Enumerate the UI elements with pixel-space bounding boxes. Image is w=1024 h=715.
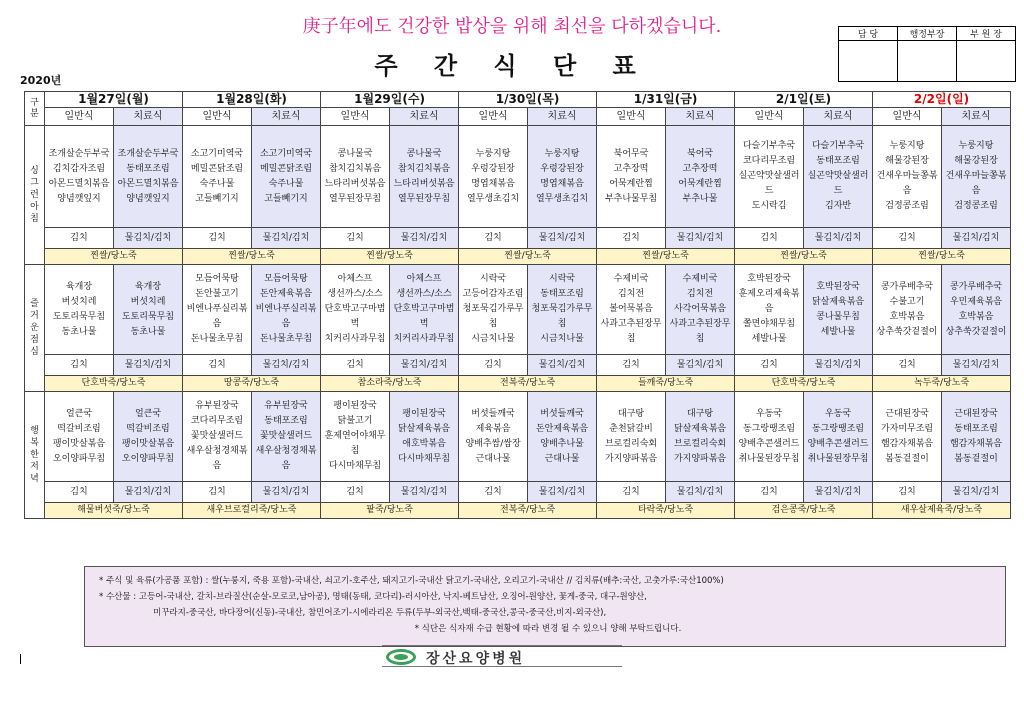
note-line-2: * 수산물 : 고등어-국내산, 갈치-브라질산(순살-모로코,남아공), 명태(동태, 코다리)-러시아산, 낙지-베트남산, 오징어-원양산, 꽃게-중국, 대구-원양산,: [99, 592, 647, 602]
kimchi-therapy-1-6: 물김치/김치: [804, 228, 873, 249]
dish-1-3-g: 콩나물국 참치김치볶음 느타리버섯볶음 열무된장무침: [321, 126, 390, 228]
day-date-7: 2/2일(일): [873, 92, 1011, 108]
dish-2-1-g: 육개장 버섯치레 도토리묵무침 동초나물: [45, 265, 114, 355]
kimchi-therapy-1-7: 물김치/김치: [942, 228, 1011, 249]
approval-header-1: 담 당: [839, 27, 898, 41]
snack-2-1: 단호박죽/당노죽: [45, 376, 183, 392]
type-therapy-5: 치료식: [666, 108, 735, 126]
dish-3-5-g: 대구탕 춘천닭갈비 브로컬리숙회 가지양파볶음: [597, 392, 666, 482]
dish-3-7-t: 근대된장국 동태포조림 햄감자채볶음 봄동겉절이: [942, 392, 1011, 482]
day-date-4: 1/30일(목): [459, 92, 597, 108]
dish-2-3-g: 아체스프 생선까스/소스 단호박고구마범벅 치커리사과무침: [321, 265, 390, 355]
dish-2-2-t: 모듬어묵탕 돈안제육볶음 비엔나푸실리볶음 돈나물초무침: [252, 265, 321, 355]
type-general-3: 일반식: [321, 108, 390, 126]
kimchi-general-3-1: 김치: [45, 482, 114, 503]
approval-header-3: 부 원 장: [957, 27, 1016, 41]
dish-1-6-t: 다슬기부추국 동태포조림 실곤약맛살샐러드 김자반: [804, 126, 873, 228]
kimchi-general-1-7: 김치: [873, 228, 942, 249]
day-date-6: 2/1일(토): [735, 92, 873, 108]
dish-3-6-t: 우동국 동그랑땡조림 양배추콘샐러드 취나물된장무침: [804, 392, 873, 482]
snack-1-2: 찐쌀/당노죽: [183, 249, 321, 265]
page-title: 주 간 식 단 표: [374, 52, 650, 80]
type-therapy-2: 치료식: [252, 108, 321, 126]
kimchi-general-1-2: 김치: [183, 228, 252, 249]
kimchi-general-2-4: 김치: [459, 355, 528, 376]
kimchi-general-1-1: 김치: [45, 228, 114, 249]
kimchi-therapy-1-1: 물김치/김치: [114, 228, 183, 249]
kimchi-therapy-2-5: 물김치/김치: [666, 355, 735, 376]
kimchi-therapy-3-4: 물김치/김치: [528, 482, 597, 503]
snack-1-3: 찐쌀/당노죽: [321, 249, 459, 265]
snack-2-3: 참소라죽/당노죽: [321, 376, 459, 392]
kimchi-therapy-1-5: 물김치/김치: [666, 228, 735, 249]
dish-1-7-t: 누룽지탕 해물강된장 건새우마늘쫑볶음 검정콩조림: [942, 126, 1011, 228]
kimchi-general-1-6: 김치: [735, 228, 804, 249]
dish-1-2-g: 소고기미역국 메밀콘닭조림 숙주나물 고들빼기지: [183, 126, 252, 228]
snack-3-2: 새우브로컬리죽/당노죽: [183, 503, 321, 519]
kimchi-general-3-2: 김치: [183, 482, 252, 503]
kimchi-therapy-1-4: 물김치/김치: [528, 228, 597, 249]
dish-2-1-t: 육개장 버섯치레 도토리묵무침 동초나물: [114, 265, 183, 355]
type-therapy-7: 치료식: [942, 108, 1011, 126]
snack-2-7: 녹두죽/당노죽: [873, 376, 1011, 392]
dish-1-3-t: 콩나물국 참치김치볶음 느타리버섯볶음 열무된장무침: [390, 126, 459, 228]
approval-sign-1: [839, 41, 898, 82]
dish-2-7-g: 콩가루배추국 수불고기 호박볶음 상추쑥갓겉절이: [873, 265, 942, 355]
kimchi-therapy-2-2: 물김치/김치: [252, 355, 321, 376]
kimchi-therapy-1-2: 물김치/김치: [252, 228, 321, 249]
type-general-5: 일반식: [597, 108, 666, 126]
kimchi-therapy-3-7: 물김치/김치: [942, 482, 1011, 503]
dish-2-5-t: 수제비국 김치전 사각어묵볶음 사과고추된장무침: [666, 265, 735, 355]
dish-3-4-g: 버섯들깨국 제육볶음 양배추쌈/쌈장 근대나물: [459, 392, 528, 482]
dish-2-6-g: 호박된장국 훈제오리제육볶음 쫄면야채무침 세발나물: [735, 265, 804, 355]
day-date-2: 1월28일(화): [183, 92, 321, 108]
kimchi-therapy-3-5: 물김치/김치: [666, 482, 735, 503]
kimchi-therapy-2-6: 물김치/김치: [804, 355, 873, 376]
dish-2-7-t: 콩가루배추국 우민제육볶음 호박볶음 상추쑥갓겉절이: [942, 265, 1011, 355]
snack-1-7: 찐쌀/당노죽: [873, 249, 1011, 265]
weekly-menu-table: [24, 91, 1011, 519]
type-therapy-1: 치료식: [114, 108, 183, 126]
snack-1-4: 찐쌀/당노죽: [459, 249, 597, 265]
dish-3-5-t: 대구탕 닭살제육볶음 브로컬리숙회 가지양파볶음: [666, 392, 735, 482]
kimchi-therapy-3-3: 물김치/김치: [390, 482, 459, 503]
kimchi-general-3-4: 김치: [459, 482, 528, 503]
note-line-1: * 주식 및 육류(가공품 포함) : 쌀(누룽지, 죽용 포함)-국내산, 쇠고기-호주산, 돼지고기-국내산 닭고기-국내산, 오리고기-국내산 // 김치류(배추:국산, 고춧가루:국산100%): [99, 576, 724, 586]
dish-2-3-t: 아체스프 생선까스/소스 단호박고구마범벅 치커리사과무침: [390, 265, 459, 355]
note-line-3: 미꾸라지-중국산, 바다장어(신동)-국내산, 참민어조기-시에라리온 두류(두부-외국산,백태-중국산,콩국-중국산,비지-외국산),: [153, 608, 607, 618]
dish-1-7-g: 누룽지탕 해물강된장 건새우마늘쫑볶음 검정콩조림: [873, 126, 942, 228]
type-therapy-3: 치료식: [390, 108, 459, 126]
note-line-4: * 식단은 식자재 수급 현황에 따라 변경 될 수 있으니 양해 부탁드립니다.: [414, 624, 682, 634]
kimchi-therapy-3-2: 물김치/김치: [252, 482, 321, 503]
dish-2-6-t: 호박된장국 닭살제육볶음 콩나물무침 세발나물: [804, 265, 873, 355]
kimchi-general-2-3: 김치: [321, 355, 390, 376]
dish-1-5-g: 북어무국 고추장떡 어묵계란찜 부추나물무침: [597, 126, 666, 228]
kimchi-therapy-2-3: 물김치/김치: [390, 355, 459, 376]
dish-1-2-t: 소고기미역국 메밀콘닭조림 숙주나물 고들빼기지: [252, 126, 321, 228]
meal-label-1: 싱그런아침: [25, 126, 45, 265]
hospital-name: 장산요양병원: [426, 651, 526, 667]
dish-1-5-t: 북어국 고추장떡 어묵계란찜 부추나물: [666, 126, 735, 228]
text-cursor: [20, 654, 21, 664]
snack-2-4: 전복죽/당노죽: [459, 376, 597, 392]
kimchi-general-3-3: 김치: [321, 482, 390, 503]
snack-1-6: 찐쌀/당노죽: [735, 249, 873, 265]
snack-3-6: 검은콩죽/당노죽: [735, 503, 873, 519]
snack-1-5: 찐쌀/당노죽: [597, 249, 735, 265]
type-general-6: 일반식: [735, 108, 804, 126]
snack-1-1: 찐쌀/당노죽: [45, 249, 183, 265]
day-date-5: 1/31일(금): [597, 92, 735, 108]
kimchi-therapy-2-1: 물김치/김치: [114, 355, 183, 376]
gubun-label: 구 분: [25, 92, 45, 126]
notes-box: [84, 566, 1006, 647]
approval-box: [838, 26, 1016, 82]
hospital-footer: [382, 645, 622, 667]
dish-2-5-g: 수제비국 김치전 볼어묵볶음 사과고추된장무침: [597, 265, 666, 355]
kimchi-general-1-5: 김치: [597, 228, 666, 249]
kimchi-therapy-1-3: 물김치/김치: [390, 228, 459, 249]
dish-2-2-g: 모듬어묵탕 돈안불고기 비엔나푸실리볶음 돈나물초무침: [183, 265, 252, 355]
hospital-logo-icon: [386, 649, 416, 665]
type-general-7: 일반식: [873, 108, 942, 126]
type-therapy-4: 치료식: [528, 108, 597, 126]
type-general-4: 일반식: [459, 108, 528, 126]
dish-1-6-g: 다슬기부추국 코다리무조림 실곤약맛살샐러드 도시락김: [735, 126, 804, 228]
kimchi-general-2-1: 김치: [45, 355, 114, 376]
kimchi-general-1-3: 김치: [321, 228, 390, 249]
dish-1-4-g: 누룽지탕 우렁강된장 명엽채볶음 열무생초김치: [459, 126, 528, 228]
kimchi-general-2-5: 김치: [597, 355, 666, 376]
dish-2-4-g: 시락국 고등어감자조림 청포묵김가루무침 시금치나물: [459, 265, 528, 355]
kimchi-general-2-6: 김치: [735, 355, 804, 376]
kimchi-general-3-5: 김치: [597, 482, 666, 503]
type-therapy-6: 치료식: [804, 108, 873, 126]
snack-2-6: 단호박죽/당노죽: [735, 376, 873, 392]
snack-3-5: 타락죽/당노죽: [597, 503, 735, 519]
year-label: 2020년: [20, 74, 62, 87]
type-general-2: 일반식: [183, 108, 252, 126]
type-general-1: 일반식: [45, 108, 114, 126]
dish-3-7-g: 근대된장국 가자미무조림 햄감자채볶음 봄동겉절이: [873, 392, 942, 482]
kimchi-therapy-2-7: 물김치/김치: [942, 355, 1011, 376]
dish-3-6-g: 우동국 동그랑땡조림 양배추콘샐러드 취나물된장무침: [735, 392, 804, 482]
snack-2-5: 들깨죽/당노죽: [597, 376, 735, 392]
snack-3-4: 전복죽/당노죽: [459, 503, 597, 519]
kimchi-therapy-2-4: 물김치/김치: [528, 355, 597, 376]
kimchi-general-1-4: 김치: [459, 228, 528, 249]
approval-sign-2: [898, 41, 957, 82]
kimchi-general-2-2: 김치: [183, 355, 252, 376]
dish-2-4-t: 시락국 동태포조림 청포묵김가루무침 시금치나물: [528, 265, 597, 355]
slogan: 庚子年에도 건강한 밥상을 위해 최선을 다하겠습니다.: [302, 16, 722, 37]
snack-3-3: 팥죽/당노죽: [321, 503, 459, 519]
kimchi-general-3-6: 김치: [735, 482, 804, 503]
kimchi-general-3-7: 김치: [873, 482, 942, 503]
snack-3-7: 새우살제육죽/당노죽: [873, 503, 1011, 519]
day-date-1: 1월27일(월): [45, 92, 183, 108]
dish-3-4-t: 버섯들깨국 돈안제육볶음 양배추나물 근대나물: [528, 392, 597, 482]
kimchi-general-2-7: 김치: [873, 355, 942, 376]
dish-3-2-t: 유부된장국 동태포조림 꽃맛살샐러드 새우살청경채볶음: [252, 392, 321, 482]
snack-3-1: 해물버섯죽/당노죽: [45, 503, 183, 519]
dish-3-2-g: 유부된장국 코다리무조림 꽃맛살샐러드 새우살청경채볶음: [183, 392, 252, 482]
kimchi-therapy-3-1: 물김치/김치: [114, 482, 183, 503]
dish-1-1-t: 조개살순두부국 동태포조림 아몬드멸치볶음 양념깻잎지: [114, 126, 183, 228]
snack-2-2: 땅콩죽/당노죽: [183, 376, 321, 392]
dish-3-1-g: 얼큰국 떡갈비조림 팽이맛살볶음 오이양파무침: [45, 392, 114, 482]
approval-sign-3: [957, 41, 1016, 82]
dish-1-1-g: 조개살순두부국 김치감자조림 아몬드멸치볶음 양념깻잎지: [45, 126, 114, 228]
day-date-3: 1월29일(수): [321, 92, 459, 108]
meal-label-3: 행복한저녁: [25, 392, 45, 519]
dish-3-3-g: 팽이된장국 닭불고기 훈제연어야채무침 다시마채무침: [321, 392, 390, 482]
dish-1-4-t: 누룽지탕 우렁강된장 명엽채볶음 열무생초김치: [528, 126, 597, 228]
meal-label-2: 즐거운점심: [25, 265, 45, 392]
approval-header-2: 행정부장: [898, 27, 957, 41]
kimchi-therapy-3-6: 물김치/김치: [804, 482, 873, 503]
dish-3-3-t: 팽이된장국 닭살제육볶음 애호박볶음 다시마채무침: [390, 392, 459, 482]
dish-3-1-t: 얼큰국 떡갈비조림 팽이맛살볶음 오이양파무침: [114, 392, 183, 482]
